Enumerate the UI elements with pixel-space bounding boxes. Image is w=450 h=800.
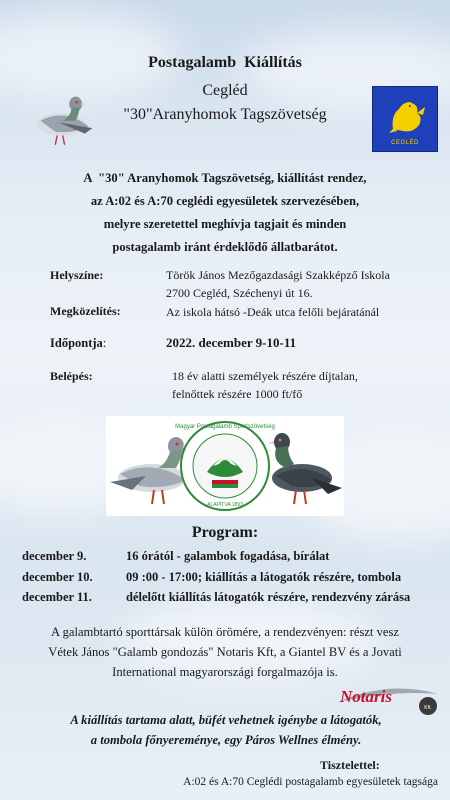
entry-line: felnőttek részére 1000 ft/fő <box>172 387 303 401</box>
program-title: Program: <box>191 524 259 541</box>
intro-line: melyre szeretettel meghívja tagjait és minden <box>103 217 347 231</box>
regards-text: Tisztelettel: <box>320 758 380 772</box>
signature-text: A:02 és A:70 Ceglédi postagalamb egyesületek tagsága <box>183 776 438 788</box>
pigeon-right-icon <box>267 433 342 504</box>
venue-line: Török János Mezőgazdasági Szakképző Iskola <box>166 268 390 282</box>
program-text: délelőtt kiállítás látogatók részére, rendezvény zárása <box>126 590 411 604</box>
program-date: december 10. <box>22 570 93 584</box>
pigeons-emblem-graphic <box>106 416 344 516</box>
emblem-ring-text: Magyar Postagalamb Sportszövetség <box>175 424 275 430</box>
city-name: Cegléd <box>202 82 248 99</box>
program-text: 09 :00 - 17:00; kiállítás a látogatók részére, tombola <box>126 570 402 584</box>
notaris-logo-name: Notaris <box>340 687 392 706</box>
venue-label: Helyszíne: <box>50 268 104 282</box>
venue-line: 2700 Cegléd, Széchenyi út 16. <box>166 286 313 300</box>
access-value: Az iskola hátsó -Deák utca felőli bejáratánál <box>166 305 380 319</box>
intro-line: postagalamb iránt érdeklődő állatbarátot. <box>112 240 338 254</box>
notaris-logo-suffix: Kft. <box>424 705 432 711</box>
cegled-crest <box>372 86 438 152</box>
sport-association-emblem <box>175 422 275 510</box>
entry-line: 18 év alatti személyek részére díjtalan, <box>172 369 358 383</box>
entry-value <box>172 367 358 403</box>
closing-line: A kiállítás tartama alatt, büfét vehetnek igénybe a látogatók, <box>70 713 382 727</box>
sponsors-line: International magyarországi forgalmazója is. <box>112 665 338 679</box>
date-label-text: Időpontja <box>50 336 103 350</box>
sponsors-line: Vétek János "Galamb gondozás" Notaris Kft, a Giantel BV és a Jovati <box>48 645 402 659</box>
intro-text <box>40 167 410 259</box>
access-label: Megközelítés: <box>50 304 121 318</box>
crest-label: CEGLÉD <box>391 140 419 146</box>
entry-label: Belépés: <box>50 369 93 383</box>
emblem-founded-text: ALAPÍTVA 1893 <box>207 502 243 508</box>
date-value: 2022. december 9-10-11 <box>166 335 297 350</box>
page-title: Postagalamb Kiállítás <box>148 54 302 71</box>
intro-line: A "30" Aranyhomok Tagszövetség, kiállítást rendez, <box>83 171 367 185</box>
pigeons-and-emblem-image <box>106 416 344 516</box>
intro-line: az A:02 és A:70 ceglédi egyesületek szervezésében, <box>90 194 360 208</box>
program-date: december 9. <box>22 549 87 563</box>
program-date: december 11. <box>22 590 92 604</box>
sponsors-line: A galambtartó sporttársak külön örömére, a rendezvényen: részt vesz <box>51 625 399 639</box>
date-label-colon: : <box>102 336 107 350</box>
venue-value <box>166 266 390 302</box>
date-label <box>50 336 106 351</box>
closing-line: a tombola főnyereménye, egy Páros Wellnes élmény. <box>90 733 362 747</box>
pigeon-left-icon <box>110 437 190 504</box>
closing-text <box>6 710 446 750</box>
program-text: 16 órától - galambok fogadása, bírálat <box>126 549 330 563</box>
association-name: "30"Aranyhomok Tagszövetség <box>123 106 327 123</box>
lion-icon <box>373 87 439 143</box>
pigeon-illustration <box>22 80 96 154</box>
